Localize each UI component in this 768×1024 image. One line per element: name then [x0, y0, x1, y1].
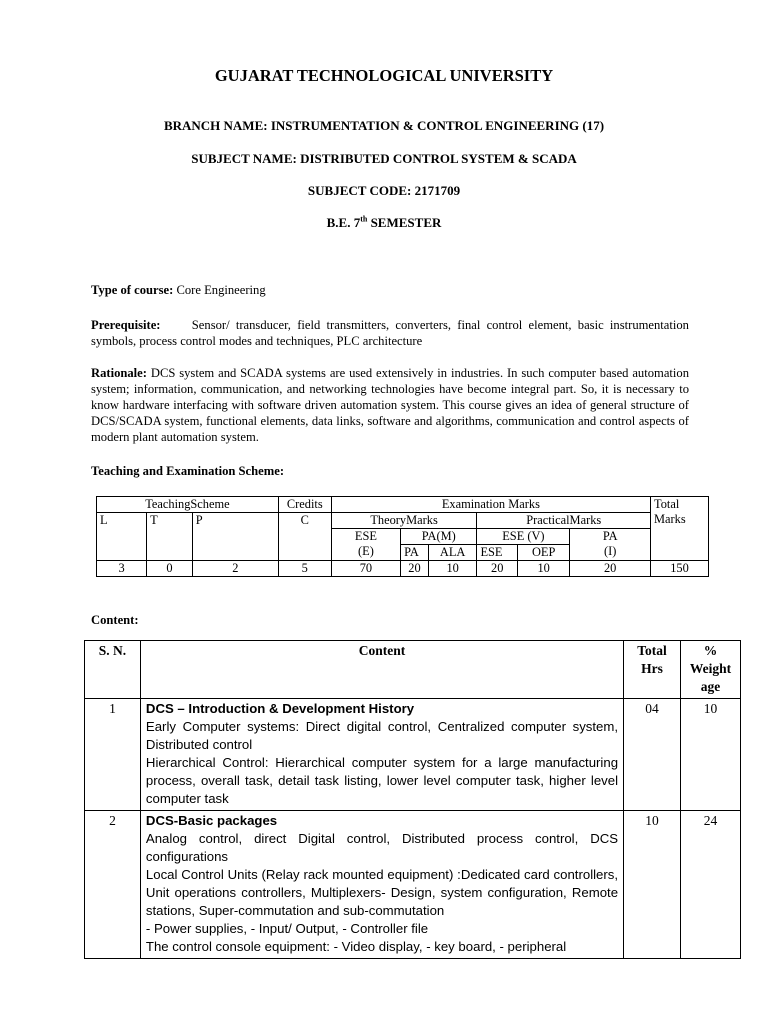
credits-header: Credits — [278, 497, 331, 513]
content-header: Content — [140, 641, 623, 699]
sn-header: S. N. — [85, 641, 141, 699]
weightage-header — [681, 641, 741, 699]
value-pa: 20 — [401, 561, 429, 577]
p-header: P — [192, 513, 278, 561]
semester — [0, 215, 768, 231]
row-line: Analog control, direct Digital control, Distributed process control, DCS configurations — [145, 831, 619, 864]
semester-suffix: SEMESTER — [367, 215, 442, 230]
row-line: Local Control Units (Relay rack mounted equipment) :Dedicated card controllers, Unit operations controllers, Multiplexers- Design, system configuration, Remote stations, Super-commutation and sub-commutation — [145, 867, 619, 918]
row-content — [140, 811, 623, 959]
pa-header: PA — [401, 545, 429, 561]
value-ala: 10 — [428, 561, 477, 577]
scheme-heading: Teaching and Examination Scheme: — [91, 464, 285, 478]
pa-i-line1: PA — [602, 529, 618, 543]
row-sn: 1 — [85, 699, 141, 811]
university-title: GUJARAT TECHNOLOGICAL UNIVERSITY — [214, 66, 554, 85]
row-content — [140, 699, 623, 811]
theory-marks-header: TheoryMarks — [331, 513, 477, 529]
row-hrs: 10 — [624, 811, 681, 959]
table-row — [85, 811, 741, 959]
value-c: 5 — [278, 561, 331, 577]
row-weight: 10 — [681, 699, 741, 811]
prerequisite-label: Prerequisite: — [91, 318, 161, 332]
row-hrs: 04 — [624, 699, 681, 811]
row-title: DCS – Introduction & Development History — [145, 701, 415, 716]
content-table — [84, 640, 741, 959]
hrs-line2: Hrs — [641, 661, 663, 676]
oep-header: OEP — [518, 545, 570, 561]
hrs-line1: Total — [637, 643, 667, 658]
value-total: 150 — [651, 561, 709, 577]
row-line: - Power supplies, - Input/ Output, - Controller file — [145, 921, 429, 936]
row-title: DCS-Basic packages — [145, 813, 278, 828]
type-of-course — [91, 282, 689, 298]
value-p: 2 — [192, 561, 278, 577]
row-line: Hierarchical Control: Hierarchical computer system for a large manufacturing process, overall task, detail task listing, lower level computer task, higher level computer task — [145, 755, 619, 806]
total-marks-header: Total Marks — [651, 497, 709, 561]
t-header: T — [147, 513, 193, 561]
value-l: 3 — [97, 561, 147, 577]
subject-code: SUBJECT CODE: 2171709 — [307, 183, 461, 198]
teaching-scheme-header: TeachingScheme — [97, 497, 279, 513]
pa-m-header: PA(M) — [401, 529, 477, 545]
w-line1: % — [703, 643, 718, 658]
table-row — [85, 699, 741, 811]
semester-prefix: B.E. 7 — [326, 215, 361, 230]
rationale-label: Rationale: — [91, 366, 147, 380]
value-oep: 10 — [518, 561, 570, 577]
row-sn: 2 — [85, 811, 141, 959]
w-line3: age — [700, 679, 721, 694]
practical-marks-header: PracticalMarks — [477, 513, 651, 529]
type-of-course-label: Type of course: — [91, 283, 174, 297]
ese-e-header — [331, 529, 400, 561]
pa-i-header — [570, 529, 651, 561]
prerequisite-value: Sensor/ transducer, field transmitters, converters, final control element, basic instrumentation symbols, process control modes and techniques, PLC architecture — [91, 318, 689, 348]
semester-sup: th — [360, 214, 368, 224]
total-hrs-header — [624, 641, 681, 699]
row-weight: 24 — [681, 811, 741, 959]
ese-e-line2: (E) — [358, 544, 374, 558]
value-ese-e: 70 — [331, 561, 400, 577]
ala-header: ALA — [428, 545, 477, 561]
row-line: Early Computer systems: Direct digital control, Centralized computer system, Distributed control — [145, 719, 619, 752]
row-line: The control console equipment: - Video display, - key board, - peripheral — [145, 939, 567, 954]
type-of-course-value: Core Engineering — [173, 283, 266, 297]
rationale — [91, 365, 689, 445]
c-header: C — [278, 513, 331, 561]
scheme-table — [96, 496, 709, 577]
value-t: 0 — [147, 561, 193, 577]
subject-name: SUBJECT NAME: DISTRIBUTED CONTROL SYSTEM & SCADA — [191, 151, 577, 166]
content-heading: Content: — [91, 613, 139, 627]
rationale-value: DCS system and SCADA systems are used extensively in industries. In such computer based automation system; information, communication, and networking technologies have become integral part. So, it is necessary to know hardware interfacing with software driven automation system. This course gives an idea of general structure of DCS/SCADA system, functional elements, data links, software and algorithms, communication and control aspects of modern plant automation system. — [91, 366, 689, 444]
ese-v-header: ESE (V) — [477, 529, 570, 545]
w-line2: Weight — [689, 661, 732, 676]
exam-marks-header: Examination Marks — [331, 497, 650, 513]
value-pa-i: 20 — [570, 561, 651, 577]
ese-e-line1: ESE — [354, 529, 377, 543]
ese-header: ESE — [477, 545, 518, 561]
value-ese-v: 20 — [477, 561, 518, 577]
l-header: L — [97, 513, 147, 561]
prerequisite — [91, 317, 689, 349]
branch-name: BRANCH NAME: INSTRUMENTATION & CONTROL ENGINEERING (17) — [163, 118, 605, 133]
pa-i-line2: (I) — [603, 544, 617, 558]
